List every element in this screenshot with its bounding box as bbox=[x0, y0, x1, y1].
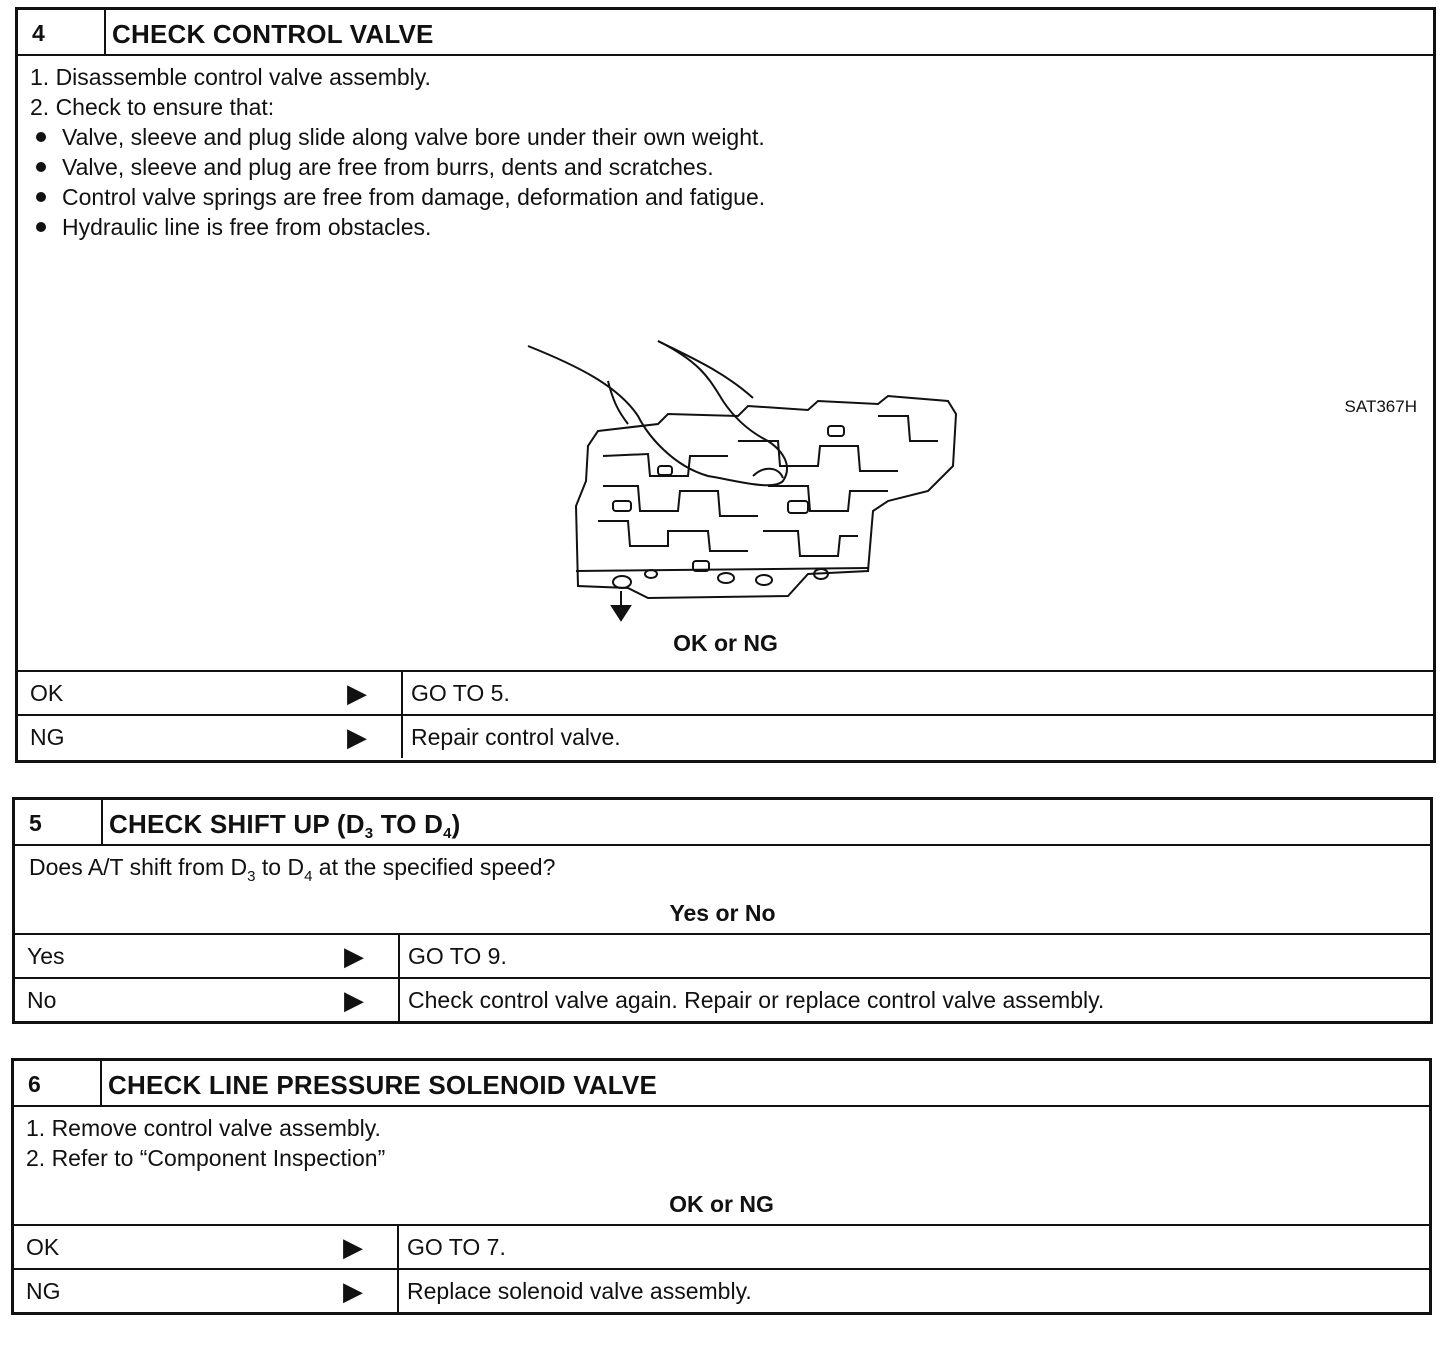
step-6-header bbox=[14, 1061, 1429, 1107]
bullet-item: Valve, sleeve and plug slide along valve bore under their own weight. bbox=[30, 122, 1433, 152]
result-label: OK bbox=[30, 679, 64, 706]
bullet-icon bbox=[36, 192, 46, 202]
step-4-block bbox=[15, 7, 1436, 763]
bullet-icon bbox=[36, 222, 46, 232]
result-label: No bbox=[27, 986, 57, 1013]
step-number: 6 bbox=[14, 1061, 102, 1105]
bullet-item: Hydraulic line is free from obstacles. bbox=[30, 212, 1433, 242]
bullet-item: Control valve springs are free from damage, deformation and fatigue. bbox=[30, 182, 1433, 212]
step-number: 5 bbox=[15, 800, 103, 844]
result-row-no bbox=[15, 977, 1430, 1021]
instruction-item: 1. Remove control valve assembly. bbox=[26, 1115, 381, 1141]
step-5-body bbox=[15, 846, 1430, 933]
result-action: GO TO 7. bbox=[407, 1233, 506, 1260]
arrow-right-icon: ▶ bbox=[344, 941, 364, 971]
step-6-block bbox=[11, 1058, 1432, 1315]
result-label: NG bbox=[30, 723, 65, 750]
control-valve-illustration bbox=[508, 306, 968, 636]
result-action: Check control valve again. Repair or replace control valve assembly. bbox=[408, 986, 1105, 1013]
instruction-item: 2. Refer to “Component Inspection” bbox=[26, 1145, 386, 1171]
arrow-right-icon: ▶ bbox=[347, 678, 367, 708]
result-label: Yes bbox=[27, 942, 65, 969]
result-action: GO TO 5. bbox=[411, 679, 510, 706]
bullet-icon bbox=[36, 162, 46, 172]
step-number: 4 bbox=[18, 10, 106, 54]
figure-code: SAT367H bbox=[1344, 397, 1417, 416]
bullet-icon bbox=[36, 132, 46, 142]
question-text: Does A/T shift from $D_3$ to $D_4$ at the specified speed? bbox=[29, 854, 556, 885]
instruction-list bbox=[18, 56, 1433, 242]
step-6-body bbox=[14, 1107, 1429, 1224]
verdict-heading: OK or NG bbox=[673, 630, 778, 656]
result-row-yes bbox=[15, 933, 1430, 977]
verdict-heading: Yes or No bbox=[669, 900, 776, 926]
result-label: NG bbox=[26, 1277, 61, 1304]
instruction-list bbox=[14, 1107, 1429, 1173]
arrow-right-icon: ▶ bbox=[347, 722, 367, 752]
bullet-item: Valve, sleeve and plug are free from burrs, dents and scratches. bbox=[30, 152, 1433, 182]
result-row-ng bbox=[14, 1268, 1429, 1312]
result-action: Replace solenoid valve assembly. bbox=[407, 1277, 752, 1304]
step-5-header bbox=[15, 800, 1430, 846]
step-title: CHECK LINE PRESSURE SOLENOID VALVE bbox=[108, 1070, 658, 1100]
arrow-right-icon: ▶ bbox=[343, 1276, 363, 1306]
verdict-heading: OK or NG bbox=[669, 1191, 774, 1217]
result-row-ng bbox=[18, 714, 1433, 758]
result-action: GO TO 9. bbox=[408, 942, 507, 969]
result-action: Repair control valve. bbox=[411, 723, 621, 750]
step-4-header bbox=[18, 10, 1433, 56]
result-label: OK bbox=[26, 1233, 60, 1260]
instruction-item: 2. Check to ensure that: bbox=[30, 94, 275, 120]
step-title: CHECK SHIFT UP ($D_3$ TO $D_4$) bbox=[109, 809, 461, 842]
arrow-right-icon: ▶ bbox=[343, 1232, 363, 1262]
step-5-block bbox=[12, 797, 1433, 1024]
result-row-ok bbox=[14, 1224, 1429, 1268]
result-row-ok bbox=[18, 670, 1433, 714]
instruction-item: 1. Disassemble control valve assembly. bbox=[30, 64, 431, 90]
step-4-body bbox=[18, 56, 1433, 670]
step-title: CHECK CONTROL VALVE bbox=[112, 19, 434, 49]
arrow-right-icon: ▶ bbox=[344, 985, 364, 1015]
